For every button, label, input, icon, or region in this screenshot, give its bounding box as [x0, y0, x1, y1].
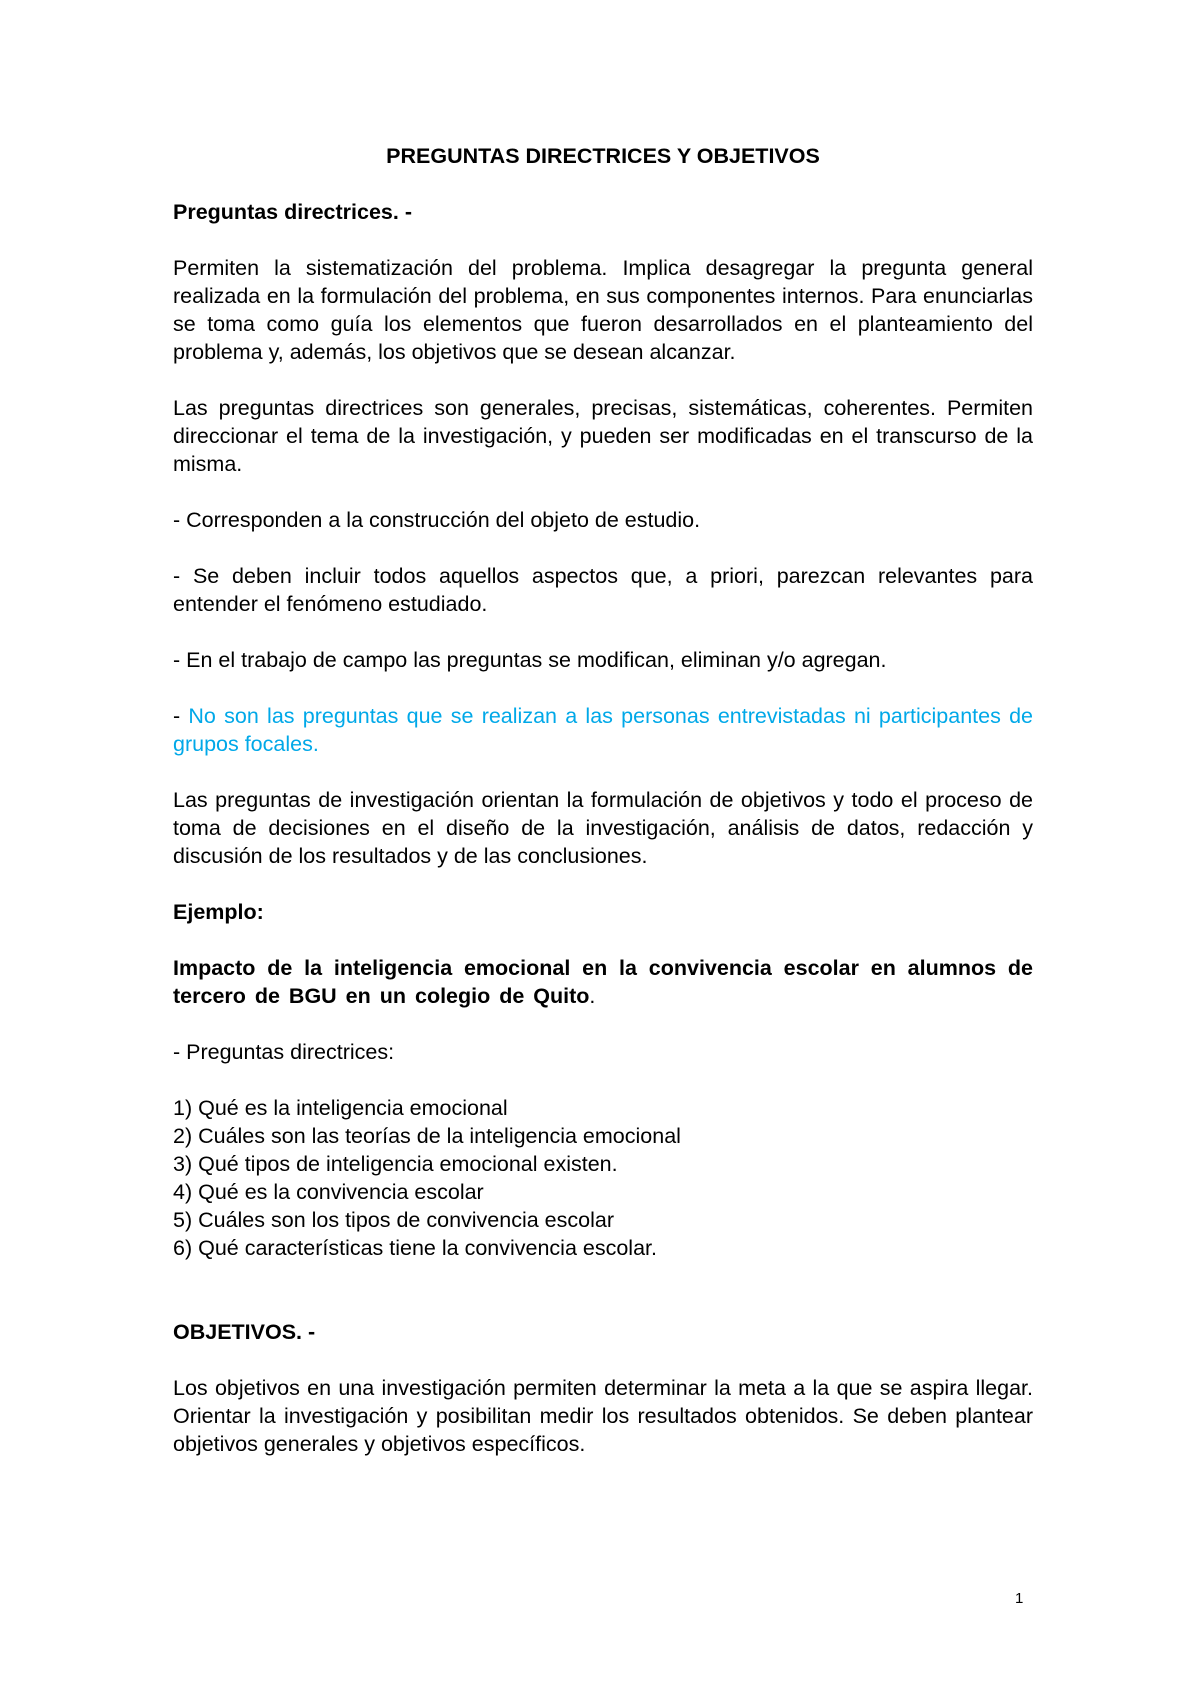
list-item: 1) Qué es la inteligencia emocional: [173, 1096, 508, 1120]
example-label: Ejemplo:: [173, 900, 264, 924]
questions-label: - Preguntas directrices:: [173, 1040, 395, 1064]
list-item: 3) Qué tipos de inteligencia emocional existen.: [173, 1152, 618, 1176]
document-title: PREGUNTAS DIRECTRICES Y OBJETIVOS: [386, 144, 820, 168]
example-title: [173, 954, 1033, 1010]
bullet-aspectos-relevantes: - Se deben incluir todos aquellos aspectos que, a priori, parezcan relevantes para entender el fenómeno estudiado.: [173, 564, 1033, 616]
bullet-objeto-estudio: - Corresponden a la construcción del objeto de estudio.: [173, 508, 701, 532]
paragraph-orientacion: Las preguntas de investigación orientan la formulación de objetivos y todo el proceso de toma de decisiones en el diseño de la investigación, análisis de datos, redacción y discusión de los resultados y de las conclusiones.: [173, 788, 1033, 868]
page-number: 1: [1015, 1590, 1024, 1607]
highlighted-note: No son las preguntas que se realizan a las personas entrevistadas ni participantes de grupos focales.: [173, 704, 1033, 756]
paragraph-sistematizacion: Permiten la sistematización del problema. Implica desagregar la pregunta general realizada en la formulación del problema, en sus componentes internos. Para enunciarlas se toma como guía los elementos que fueron desarrollados en el planteamiento del problema y, además, los objetivos que se desean alcanzar.: [173, 256, 1033, 364]
bullet-no-entrevistas: [173, 702, 1033, 758]
document-body: [173, 142, 1033, 1486]
paragraph-objetivos: Los objetivos en una investigación permiten determinar la meta a la que se aspira llegar. Orientar la investigación y posibilitan medir los resultados obtenidos. Se deben plantear objetivos generales y objetivos específicos.: [173, 1376, 1033, 1456]
section-heading-objetivos: OBJETIVOS. -: [173, 1320, 316, 1344]
section-heading-preguntas: Preguntas directrices. -: [173, 200, 412, 224]
list-item: 5) Cuáles son los tipos de convivencia escolar: [173, 1208, 614, 1232]
paragraph-caracteristicas: Las preguntas directrices son generales, precisas, sistemáticas, coherentes. Permiten direccionar el tema de la investigación, y pueden ser modificadas en el transcurso de la misma.: [173, 396, 1033, 476]
example-title-period: .: [589, 984, 596, 1008]
bullet-dash: -: [173, 704, 189, 728]
list-item: 2) Cuáles son las teorías de la inteligencia emocional: [173, 1124, 681, 1148]
bullet-trabajo-campo: - En el trabajo de campo las preguntas se modifican, eliminan y/o agregan.: [173, 648, 887, 672]
list-item: 6) Qué características tiene la convivencia escolar.: [173, 1236, 657, 1260]
example-title-text: Impacto de la inteligencia emocional en la convivencia escolar en alumnos de tercero de BGU en un colegio de Quito: [173, 956, 1033, 1008]
list-item: 4) Qué es la convivencia escolar: [173, 1180, 484, 1204]
questions-list: [173, 1094, 1033, 1262]
